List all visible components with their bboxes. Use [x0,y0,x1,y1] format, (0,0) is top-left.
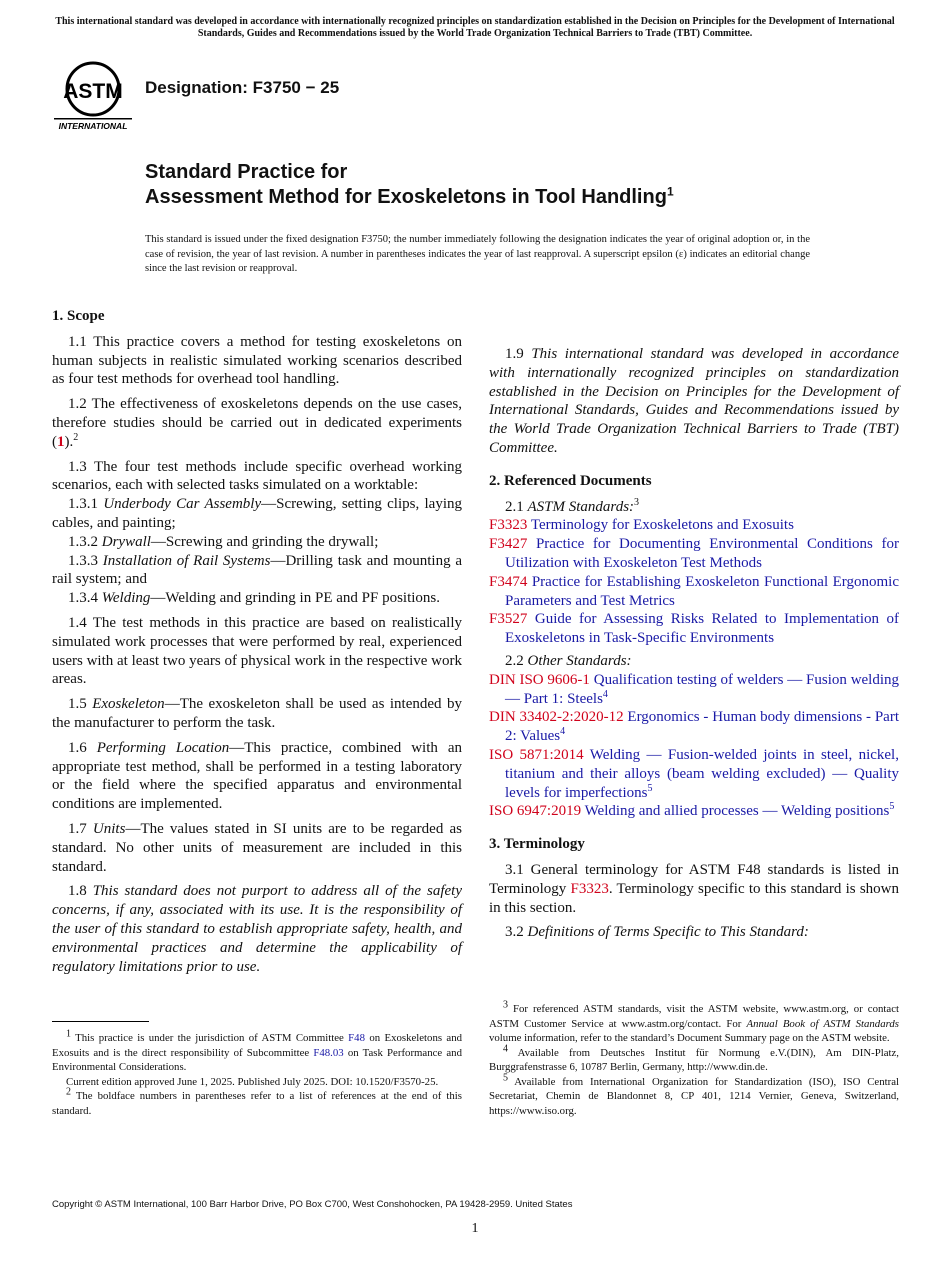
designation: Designation: F3750 − 25 [145,78,340,97]
para-1-3-3: 1.3.3 Installation of Rail Systems—Drilling task and mounting a rail system; and [52,552,463,588]
para-1-4: 1.4 The test methods in this practice are based on realistically simulated work processes that were performed by real, experienced users with at least two years of physical work in the respective work areas. [52,614,462,688]
footnotes-right [489,999,899,1118]
reference-item[interactable]: F3474 Practice for Establishing Exoskeleton Functional Ergonomic Parameters and Test Metrics [489,573,899,609]
footnote-4: $^4$ Available from Deutsches Institut für Normung e.V.(DIN), Am DIN-Platz, Burggrafenstrasse 6, 10787 Berlin, Germany, http://www.din.de. [489,1042,899,1073]
astm-standards-label: 2.1 ASTM Standards:$^3$ [505,496,640,515]
title-line-1: Standard Practice for [145,161,348,183]
para-1-6: 1.6 Performing Location—This practice, combined with an appropriate test method, shall be performed in a testing laboratory or the field where the specified apparatus and environmental conditions are implemented. [52,739,462,813]
tbt-notice: This international standard was developed in accordance with internationally recognized principles on standardization established in the Decision on Principles for the Development of International Standards, Guides and Recommendations issued by the World Trade Organization Technical Barriers to Trade (TBT) Committee. [55,16,895,39]
para-3-1: 3.1 General terminology for ASTM F48 standards is listed in Terminology F3323. Terminology specific to this standard is shown in this section. [489,861,899,916]
committee-link[interactable]: F48 [348,1032,365,1044]
para-1-9: 1.9 This international standard was developed in accordance with internationally recognized principles on standardization established in the Decision on Principles for the Development of International Standards, Guides and Recommendations issued by the World Trade Organization Technical Barriers to Trade (TBT) Committee. [489,346,900,456]
terminology-link[interactable]: F3323 [570,880,609,897]
reference-link-1[interactable]: 1 [57,433,65,450]
reference-item[interactable]: F3323 Terminology for Exoskeletons and Exosuits [489,517,794,534]
left-column [52,307,462,982]
para-1-1: 1.1 This practice covers a method for testing exoskeletons on human subjects in realistic simulated working scenarios described as four test methods for overhead tool handling. [52,333,462,388]
other-reference-list [489,671,899,821]
title-footnote-mark: 1 [666,184,674,199]
reference-item[interactable]: ISO 6947:2019 Welding and allied processes — Welding positions$^5$ [489,801,895,820]
para-3-2: 3.2 Definitions of Terms Specific to This Standard: [505,924,809,941]
reference-item[interactable]: F3427 Practice for Documenting Environmental Conditions for Utilization with Exoskeleton Test Methods [489,536,900,571]
footnotes-left [52,1028,462,1118]
title-line-2: Assessment Method for Exoskeletons in Tool Handling$^1$ [145,184,674,208]
issuance-note: This standard is issued under the fixed designation F3750; the number immediately following the designation indicates the year of original adoption or, in the case of revision, the year of last revision. A number in parentheses indicates the year of last reapproval. A superscript epsilon (ε) indicates an editorial change since the last revision or reapproval. [145,234,810,274]
para-1-7: 1.7 Units—The values stated in SI units are to be regarded as standard. No other units of measurement are included in this standard. [52,820,462,875]
astm-reference-list [489,516,899,648]
other-standards-label: 2.2 Other Standards: [505,652,632,669]
para-1-5: 1.5 Exoskeleton—The exoskeleton shall be used as intended by the manufacturer to perform the task. [52,696,462,731]
copyright-line: Copyright © ASTM International, 100 Barr Harbor Drive, PO Box C700, West Conshohocken, PA 19428-2959. United States [52,1199,573,1210]
subcommittee-link[interactable]: F48.03 [313,1046,344,1059]
para-1-3-1: 1.3.1 Underbody Car Assembly—Screwing, setting clips, laying cables, and painting; [52,496,462,531]
section-heading-referenced: 2. Referenced Documents [489,472,652,489]
reference-item[interactable]: F3527 Guide for Assessing Risks Related to Implementation of Exoskeletons in Task-Specific Environments [489,611,900,647]
footnote-divider [52,1021,149,1022]
footnote-3: $^3$ For referenced ASTM standards, visit the ASTM website, www.astm.org, or contact ASTM Customer Service at www.astm.org/contact. For Annual Book of ASTM Standards volume information, refer to the standard’s Document Summary page on the ASTM website. [489,999,899,1044]
section-heading-scope: 1. Scope [52,308,105,324]
footnote-2: $^2$ The boldface numbers in parentheses refer to a list of references at the end of this standard. [52,1086,462,1117]
para-1-8: 1.8 This standard does not purport to address all of the safety concerns, if any, associated with its use. It is the responsibility of the user of this standard to establish appropriate safety, health, and environmental practices and determine the applicability of regulatory limitations prior to use. [52,883,463,975]
footnote-5: $^5$ Available from International Organization for Standardization (ISO), ISO Central Secretariat, Chemin de Blandonnet 8, CP 401, 1214 Vernier, Geneva, Switzerland, https://www.iso.org. [489,1071,899,1117]
reference-item[interactable]: DIN ISO 9606-1 Qualification testing of welders — Fusion welding — Part 1: Steels$^4$ [489,671,900,707]
logo-letters: ASTM [63,80,123,103]
page-number: 1 [471,1221,479,1236]
astm-logo [52,58,134,132]
logo-subtitle: INTERNATIONAL [58,121,128,131]
footnote-1: $^1$ This practice is under the jurisdiction of ASTM Committee F48 on Exoskeletons and Exosuits and is the direct responsibility of Subcommittee F48.03 on Task Performance and Environmental Considerations. [52,1028,462,1073]
para-1-2: 1.2 The effectiveness of exoskeletons depends on the use cases, therefore studies should be carried out in dedicated experiments (1).$^2$ [52,396,462,450]
reference-item[interactable]: DIN 33402-2:2020-12 Ergonomics - Human body dimensions - Part 2: Values$^4$ [489,709,899,745]
right-column [489,307,899,948]
para-1-3-2: 1.3.2 Drywall—Screwing and grinding the drywall; [68,533,379,550]
para-1-3: 1.3 The four test methods include specific overhead working scenarios, each with selected tasks simulated on a worktable: [52,458,462,494]
standard-title [145,160,674,210]
para-1-3-4: 1.3.4 Welding—Welding and grinding in PE and PF positions. [68,590,441,607]
footnote-1-edition: Current edition approved June 1, 2025. Published July 2025. DOI: 10.1520/F3570-25. [66,1075,439,1088]
section-heading-terminology: 3. Terminology [489,836,585,853]
reference-item[interactable]: ISO 5871:2014 Welding — Fusion-welded joints in steel, nickel, titanium and their alloys (beam welding excluded) — Quality levels for imperfections$^5$ [489,746,899,801]
